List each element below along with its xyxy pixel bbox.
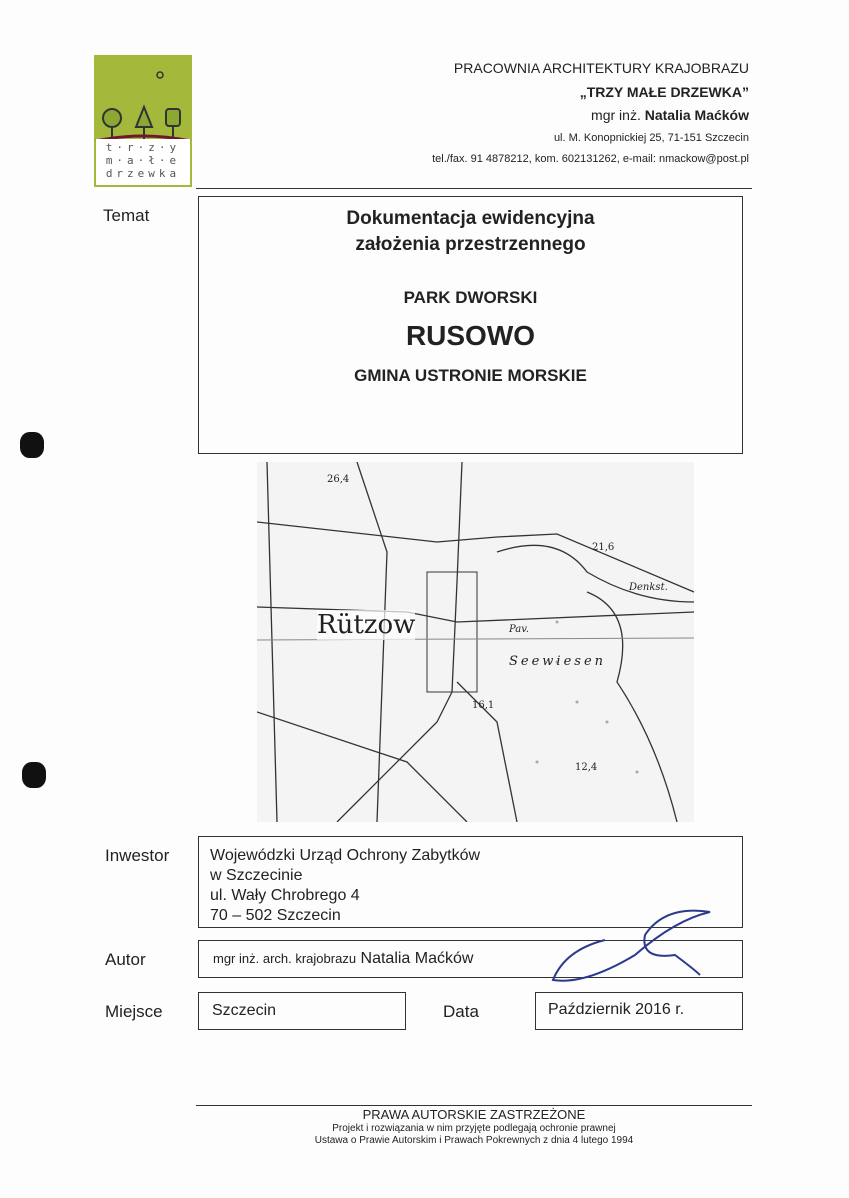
- studio-brand: „TRZY MAŁE DRZEWKA”: [579, 84, 749, 100]
- map-town-label: Rützow: [317, 610, 416, 640]
- map-label: Pav.: [509, 624, 529, 635]
- logo-text: drzewka: [105, 167, 181, 180]
- punch-hole-mark: [22, 762, 46, 788]
- topic-line1: Dokumentacja ewidencyjna: [346, 208, 595, 229]
- person-name: Natalia Maćków: [644, 107, 749, 123]
- date-label: Data: [443, 1002, 479, 1021]
- logo-text: t·r·z·y: [105, 141, 181, 154]
- footer-divider: [196, 1105, 752, 1106]
- author-label: Autor: [105, 950, 146, 969]
- topic-label: Temat: [103, 206, 150, 225]
- place-label: Miejsce: [105, 1002, 163, 1021]
- logo: [94, 55, 192, 187]
- copyright-line: Ustawa o Prawie Autorskim i Prawach Pokrewnych z dnia 4 lutego 1994: [314, 1135, 634, 1146]
- investor-line: Wojewódzki Urząd Ochrony Zabytków: [210, 847, 481, 864]
- header-divider: [196, 188, 752, 189]
- person-prefix: mgr inż.: [591, 107, 641, 123]
- topic-box: [198, 196, 743, 454]
- studio-name: PRACOWNIA ARCHITEKTURY KRAJOBRAZU: [453, 60, 749, 76]
- commune-title: GMINA USTRONIE MORSKIE: [354, 366, 587, 385]
- map-lines: [257, 462, 694, 822]
- map-label: 16,1: [472, 700, 495, 711]
- park-title: PARK DWORSKI: [403, 288, 538, 307]
- author-name: Natalia Maćków: [360, 950, 474, 967]
- contact: tel./fax. 91 4878212, kom. 602131262, e-mail: nmackow@post.pl: [432, 153, 749, 165]
- investor-line: w Szczecinie: [210, 867, 303, 884]
- investor-line: ul. Wały Chrobrego 4: [210, 887, 360, 904]
- map-label: 12,4: [575, 762, 598, 773]
- copyright-line: Projekt i rozwiązania w nim przyjęte podlegają ochronie prawnej: [332, 1123, 616, 1134]
- punch-hole-mark: [20, 432, 44, 458]
- trees-icon: [94, 55, 192, 145]
- date-box: Październik 2016 r.: [535, 992, 743, 1030]
- signature: [545, 900, 725, 990]
- author-prefix: mgr inż. arch. krajobrazu: [213, 951, 357, 966]
- copyright-title: PRAWA AUTORSKIE ZASTRZEŻONE: [362, 1107, 586, 1122]
- logo-text: m·a·ł·e: [105, 154, 181, 167]
- investor-label: Inwestor: [105, 846, 170, 865]
- map-label: 26,4: [327, 474, 350, 485]
- village-title: RUSOWO: [405, 320, 536, 351]
- map-label: 21,6: [592, 542, 615, 553]
- topic-line2: założenia przestrzennego: [355, 234, 586, 255]
- map-label: Denkst.: [629, 582, 668, 593]
- investor-line: 70 – 502 Szczecin: [210, 907, 341, 924]
- map-label: Seewiesen: [509, 654, 607, 669]
- historical-map: [257, 462, 694, 822]
- address: ul. M. Konopnickiej 25, 71-151 Szczecin: [553, 132, 749, 144]
- place-box: Szczecin: [198, 992, 406, 1030]
- author-header: [591, 107, 749, 123]
